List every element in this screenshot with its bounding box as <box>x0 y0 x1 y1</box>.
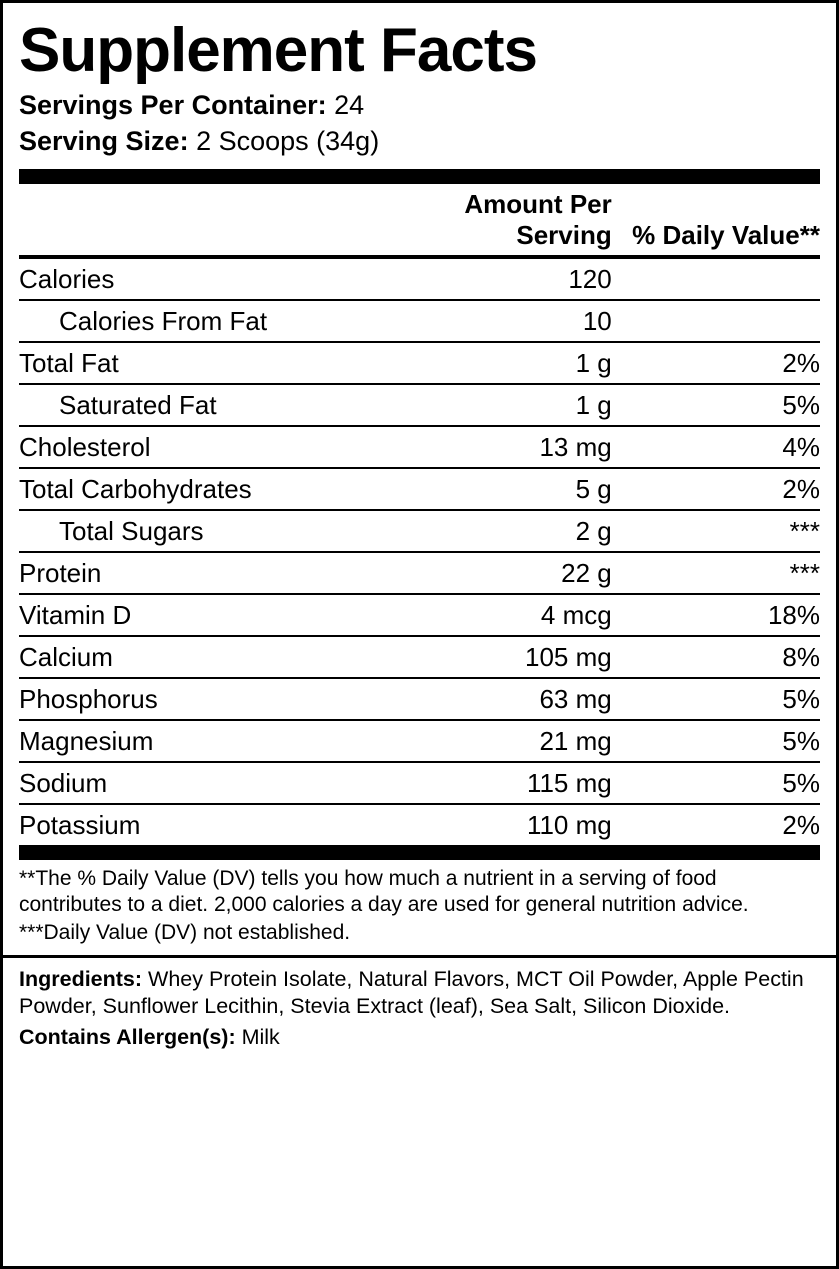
nutrient-amount: 63 mg <box>371 678 611 720</box>
nutrient-dv <box>612 257 820 300</box>
nutrient-dv: 5% <box>612 720 820 762</box>
serving-size-value: 2 Scoops (34g) <box>196 125 380 156</box>
table-row <box>19 678 820 720</box>
nutrient-amount: 115 mg <box>371 762 611 804</box>
nutrient-amount: 120 <box>371 257 611 300</box>
table-row <box>19 384 820 426</box>
ingredients-text: Whey Protein Isolate, Natural Flavors, MCT Oil Powder, Apple Pectin Powder, Sunflower Lecithin, Stevia Extract (leaf), Sea Salt, Silicon Dioxide. <box>19 967 804 1019</box>
nutrient-name: Potassium <box>19 810 141 841</box>
page-title: Supplement Facts <box>19 16 537 85</box>
nutrient-dv: 2% <box>612 342 820 384</box>
nutrient-name: Cholesterol <box>19 426 371 468</box>
allergens-section <box>19 1020 820 1052</box>
servings-per-container <box>19 88 820 124</box>
nutrient-amount: 10 <box>371 300 611 342</box>
nutrient-amount: 2 g <box>371 510 611 552</box>
servings-per-container-label: Servings Per Container: <box>19 90 327 121</box>
table-row <box>19 594 820 636</box>
serving-size <box>19 124 820 160</box>
nutrient-dv: 8% <box>612 636 820 678</box>
allergens-text: Milk <box>241 1025 280 1050</box>
nutrient-name: Saturated Fat <box>19 384 371 426</box>
nutrient-name: Total Sugars <box>19 510 371 552</box>
nutrient-amount: 110 mg <box>526 810 612 841</box>
nutrient-name: Calories From Fat <box>19 300 371 342</box>
footnote-not-established: ***Daily Value (DV) not established. <box>19 920 351 944</box>
table-header-row <box>19 184 820 257</box>
nutrient-amount: 1 g <box>371 384 611 426</box>
table-row <box>19 257 820 300</box>
nutrient-dv: 2% <box>612 468 820 510</box>
servings-per-container-value: 24 <box>334 90 365 121</box>
table-row <box>19 720 820 762</box>
column-header-name <box>19 184 371 257</box>
nutrient-amount: 4 mcg <box>371 594 611 636</box>
bottom-rule <box>19 845 820 860</box>
column-header-amount: Amount Per Serving <box>371 184 611 257</box>
nutrient-amount: 22 g <box>371 552 611 594</box>
table-row <box>19 552 820 594</box>
ingredients-section <box>19 958 820 1020</box>
table-row <box>19 300 820 342</box>
nutrient-name: Calories <box>19 257 371 300</box>
nutrient-amount: 105 mg <box>371 636 611 678</box>
nutrient-name: Total Fat <box>19 342 371 384</box>
nutrient-name: Magnesium <box>19 720 371 762</box>
table-row <box>19 510 820 552</box>
nutrient-name: Sodium <box>19 762 371 804</box>
nutrient-amount: 5 g <box>371 468 611 510</box>
nutrient-dv: *** <box>612 510 820 552</box>
nutrient-name: Total Carbohydrates <box>19 468 371 510</box>
top-rule <box>19 169 820 184</box>
nutrient-dv: *** <box>612 552 820 594</box>
nutrient-dv: 4% <box>612 426 820 468</box>
allergens-label: Contains Allergen(s): <box>19 1025 236 1050</box>
nutrient-amount: 1 g <box>371 342 611 384</box>
nutrient-amount: 21 mg <box>371 720 611 762</box>
serving-size-label: Serving Size: <box>19 125 189 156</box>
nutrient-dv: 5% <box>612 384 820 426</box>
nutrition-table <box>19 184 820 845</box>
ingredients-label: Ingredients: <box>19 967 143 992</box>
nutrient-name: Vitamin D <box>19 594 371 636</box>
table-row <box>19 762 820 804</box>
footnote-daily-value: **The % Daily Value (DV) tells you how much a nutrient in a serving of food contributes to a diet. 2,000 calories a day are used for general nutrition advice. <box>19 867 749 917</box>
table-row <box>19 468 820 510</box>
nutrient-amount: 13 mg <box>371 426 611 468</box>
footnotes <box>19 866 820 945</box>
nutrient-dv: 18% <box>612 594 820 636</box>
column-header-dv: % Daily Value** <box>612 184 820 257</box>
nutrient-dv <box>612 300 820 342</box>
nutrient-dv: 2% <box>782 810 820 841</box>
table-row <box>19 636 820 678</box>
nutrient-name: Phosphorus <box>19 678 371 720</box>
nutrient-name: Calcium <box>19 636 371 678</box>
table-row <box>19 804 820 845</box>
table-row <box>19 426 820 468</box>
nutrient-dv: 5% <box>612 762 820 804</box>
nutrient-dv: 5% <box>612 678 820 720</box>
nutrient-name: Protein <box>19 552 371 594</box>
table-row <box>19 342 820 384</box>
